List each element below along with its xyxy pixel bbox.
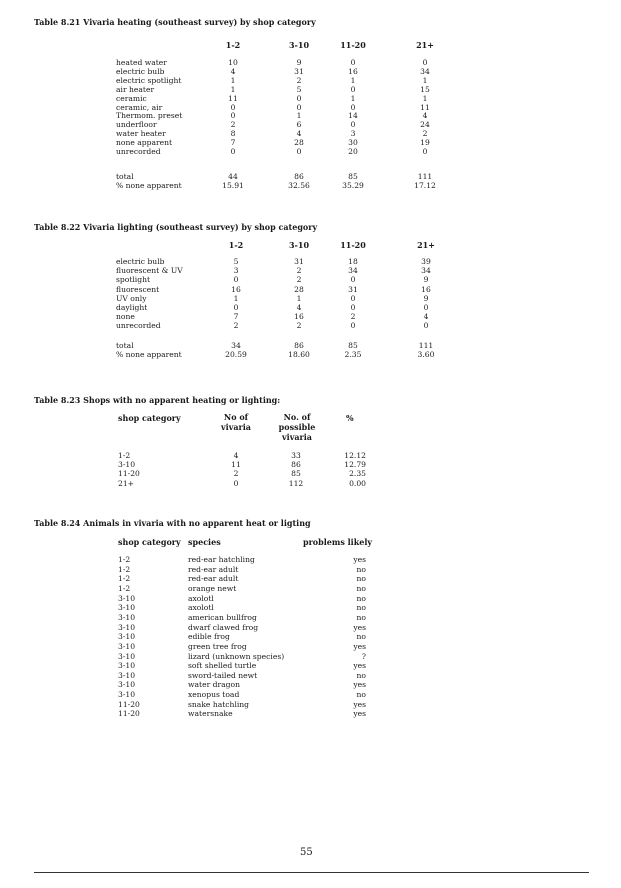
- table22-row-value: 0: [423, 321, 429, 331]
- footer-rule: [34, 872, 589, 873]
- table21-row-value: 0: [350, 58, 356, 67]
- t23-row-vivaria: 11: [231, 460, 241, 470]
- table21-col-header: 11-20: [340, 40, 366, 50]
- table22-col-header: 3-10: [288, 240, 310, 250]
- table21-row-value: 10: [228, 58, 238, 67]
- t24-row-category: 1-2: [118, 555, 131, 564]
- t24-row-species: american bullfrog: [188, 612, 257, 622]
- table21-percent-value: 32.56: [288, 180, 310, 190]
- t24-row-category: 3-10: [118, 690, 136, 700]
- table22-row-value: 3: [233, 266, 239, 276]
- table21-percent-value: 35.29: [342, 180, 364, 190]
- table21-row-value: 0: [296, 102, 302, 112]
- table22-row-value: 1: [296, 293, 302, 303]
- t24-row-problems: yes: [353, 699, 366, 709]
- table22-row-value: 5: [233, 257, 239, 266]
- table21-row-value: 15: [420, 84, 430, 94]
- table21-row-value: 11: [420, 102, 430, 112]
- table22-row-label: unrecorded: [116, 321, 161, 331]
- t24-row-species: axolotl: [188, 593, 214, 603]
- t24-row-category: 1-2: [118, 574, 131, 584]
- table22-row-value: 16: [294, 312, 304, 322]
- table21-row-value: 0: [230, 111, 236, 121]
- table22-row-value: 16: [421, 284, 431, 294]
- table21-row-value: 0: [422, 147, 428, 156]
- table21-row-value: 24: [420, 120, 430, 130]
- t24-header-category: shop category: [118, 537, 181, 547]
- table22-row-value: 0: [233, 275, 239, 285]
- table22-row-label: spotlight: [116, 275, 151, 285]
- t24-row-species: water dragon: [188, 680, 240, 690]
- t24-row-category: 3-10: [118, 641, 136, 651]
- t23-row-percent: 12.12: [344, 451, 366, 460]
- table21-col-header: 3-10: [288, 40, 310, 50]
- table22-row-label: fluorescent & UV: [116, 266, 183, 276]
- t24-row-category: 3-10: [118, 661, 136, 671]
- table21-row-label: none apparent: [116, 138, 173, 148]
- t24-row-problems: no: [356, 632, 366, 642]
- table21-row-value: 0: [230, 102, 236, 112]
- t23-header-percent: %: [346, 413, 354, 423]
- page-number: 55: [300, 847, 313, 858]
- t24-row-species: sword-tailed newt: [188, 670, 258, 680]
- table21-row-value: 2: [230, 120, 236, 130]
- table21-row-value: 31: [294, 66, 304, 76]
- t24-row-species: green tree frog: [188, 641, 247, 651]
- table21-row-label: air heater: [116, 84, 155, 94]
- t24-row-category: 3-10: [118, 612, 136, 622]
- t23-row-possible: 85: [291, 469, 301, 479]
- table22-col-header: 1-2: [228, 240, 244, 250]
- t24-header-species: species: [188, 537, 221, 547]
- table21-percent-label: % none apparent: [116, 180, 182, 190]
- t23-row-possible: 33: [291, 451, 301, 460]
- table-8-21-title: Table 8.21 Vivaria heating (southeast survey) by shop category: [34, 17, 316, 27]
- table21-row-value: 4: [296, 129, 302, 139]
- table22-total-label: total: [116, 341, 134, 350]
- t24-row-problems: yes: [353, 680, 366, 690]
- t23-row-category: 1-2: [118, 451, 131, 460]
- t24-row-problems: ?: [361, 651, 366, 661]
- t24-row-category: 3-10: [118, 680, 136, 690]
- t24-row-species: soft shelled turtle: [188, 661, 257, 671]
- table21-row-label: unrecorded: [116, 147, 161, 156]
- t24-row-category: 11-20: [118, 699, 140, 709]
- table22-row-value: 18: [348, 257, 358, 266]
- table21-row-value: 1: [350, 93, 356, 103]
- table21-row-value: 0: [350, 102, 356, 112]
- table21-total-label: total: [116, 172, 134, 181]
- t24-row-species: red-ear adult: [188, 564, 239, 574]
- table-8-22-title: Table 8.22 Vivaria lighting (southeast survey) by shop category: [34, 222, 318, 232]
- t24-row-category: 11-20: [118, 709, 140, 719]
- table21-row-value: 11: [228, 93, 238, 103]
- t24-row-problems: no: [356, 612, 366, 622]
- table21-row-label: water heater: [116, 129, 166, 139]
- table22-row-value: 28: [294, 284, 304, 294]
- table21-row-label: underfloor: [116, 120, 157, 130]
- t23-row-possible: 86: [291, 460, 301, 470]
- table21-row-value: 1: [422, 93, 428, 103]
- table21-total-value: 44: [228, 172, 238, 181]
- t24-row-species: lizard (unknown species): [188, 651, 285, 661]
- t23-row-possible: 112: [288, 478, 304, 488]
- table-8-23-title: Table 8.23 Shops with no apparent heating or lighting:: [34, 395, 281, 405]
- table22-total-value: 86: [294, 341, 304, 350]
- table21-row-value: 6: [296, 120, 302, 130]
- t24-row-problems: yes: [353, 622, 366, 632]
- table22-row-value: 0: [350, 275, 356, 285]
- t24-row-species: dwarf clawed frog: [188, 622, 259, 632]
- table21-row-value: 9: [296, 58, 302, 67]
- table21-percent-value: 17.12: [414, 180, 436, 190]
- table21-row-value: 5: [296, 84, 302, 94]
- table21-row-value: 0: [296, 93, 302, 103]
- t24-row-problems: no: [356, 670, 366, 680]
- table21-row-value: 0: [296, 147, 302, 156]
- table22-row-value: 0: [423, 303, 429, 312]
- table21-total-value: 85: [348, 172, 358, 181]
- table21-col-header: 21+: [416, 40, 434, 50]
- t24-row-category: 3-10: [118, 651, 136, 661]
- table22-row-value: 2: [350, 312, 356, 322]
- table21-row-label: heated water: [116, 58, 167, 67]
- table-8-24-title: Table 8.24 Animals in vivaria with no apparent heat or ligting: [34, 518, 311, 528]
- t24-row-species: snake hatchling: [188, 699, 250, 709]
- t24-row-species: red-ear hatchling: [188, 555, 255, 564]
- t24-row-problems: yes: [353, 641, 366, 651]
- table21-row-value: 30: [348, 138, 358, 148]
- table22-row-label: fluorescent: [116, 284, 160, 294]
- table21-row-value: 1: [296, 111, 302, 121]
- table21-row-label: Thermom. preset: [116, 111, 183, 121]
- table22-row-value: 0: [233, 303, 239, 312]
- table21-row-value: 1: [230, 84, 236, 94]
- t24-row-problems: no: [356, 564, 366, 574]
- table21-row-value: 4: [422, 111, 428, 121]
- t24-row-category: 3-10: [118, 622, 136, 632]
- t23-header-vivaria: No of vivaria: [221, 412, 251, 432]
- t23-row-percent: 12.79: [344, 460, 366, 470]
- table22-row-value: 9: [423, 275, 429, 285]
- table22-percent-value: 3.60: [417, 350, 435, 360]
- table22-row-value: 34: [421, 266, 431, 276]
- table22-row-value: 2: [233, 321, 239, 331]
- t24-row-problems: no: [356, 593, 366, 603]
- t24-row-problems: yes: [353, 661, 366, 671]
- table22-total-value: 85: [348, 341, 358, 350]
- table22-col-header: 21+: [417, 240, 435, 250]
- table21-row-label: electric bulb: [116, 66, 165, 76]
- table21-row-value: 1: [230, 75, 236, 85]
- table22-col-header: 11-20: [340, 240, 366, 250]
- table21-row-value: 7: [230, 138, 236, 148]
- t24-row-category: 3-10: [118, 632, 136, 642]
- table21-row-value: 19: [420, 138, 430, 148]
- t24-row-species: axolotl: [188, 603, 214, 613]
- t24-row-species: xenopus toad: [188, 690, 240, 700]
- table22-row-value: 2: [296, 321, 302, 331]
- t23-row-category: 3-10: [118, 460, 136, 470]
- t24-row-problems: no: [356, 603, 366, 613]
- table22-row-value: 9: [423, 293, 429, 303]
- table22-row-label: daylight: [116, 303, 148, 312]
- table22-percent-value: 18.60: [288, 350, 310, 360]
- table21-row-value: 0: [422, 58, 428, 67]
- table21-row-value: 0: [350, 84, 356, 94]
- table21-row-value: 0: [230, 147, 236, 156]
- table22-row-value: 2: [296, 275, 302, 285]
- t24-row-category: 1-2: [118, 564, 131, 574]
- t24-row-problems: yes: [353, 709, 366, 719]
- table22-row-label: none: [116, 312, 135, 322]
- t23-row-category: 11-20: [118, 469, 140, 479]
- table21-row-value: 2: [422, 129, 428, 139]
- table21-total-value: 111: [417, 172, 433, 181]
- table22-row-value: 4: [423, 312, 429, 322]
- table22-percent-label: % none apparent: [116, 350, 182, 360]
- table22-row-value: 34: [348, 266, 358, 276]
- table21-row-value: 14: [348, 111, 358, 121]
- t24-row-problems: no: [356, 583, 366, 593]
- table22-row-value: 4: [296, 303, 302, 312]
- t23-row-percent: 0.00: [349, 478, 366, 488]
- table21-row-label: electric spotlight: [116, 75, 182, 85]
- table22-row-value: 0: [350, 303, 356, 312]
- table21-row-value: 3: [350, 129, 356, 139]
- t24-row-category: 3-10: [118, 593, 136, 603]
- table22-row-value: 16: [231, 284, 241, 294]
- table21-row-label: ceramic, air: [116, 102, 163, 112]
- table21-row-value: 2: [296, 75, 302, 85]
- table21-row-value: 1: [350, 75, 356, 85]
- table22-row-value: 0: [350, 321, 356, 331]
- table22-percent-value: 20.59: [225, 350, 247, 360]
- t23-header-possible: No. of possible vivaria: [278, 412, 316, 442]
- table21-row-label: ceramic: [116, 93, 147, 103]
- t24-row-problems: yes: [353, 555, 366, 564]
- table21-row-value: 28: [294, 138, 304, 148]
- t24-row-category: 1-2: [118, 583, 131, 593]
- table22-row-value: 2: [296, 266, 302, 276]
- t24-row-species: edible frog: [188, 632, 230, 642]
- t23-row-vivaria: 4: [233, 451, 239, 460]
- t23-header-category: shop category: [118, 413, 181, 423]
- t24-header-problems: problems likely: [303, 537, 373, 547]
- table22-row-value: 7: [233, 312, 239, 322]
- table21-row-value: 34: [420, 66, 430, 76]
- t23-row-percent: 2.35: [349, 469, 366, 479]
- table22-percent-value: 2.35: [344, 350, 362, 360]
- table21-row-value: 1: [422, 75, 428, 85]
- table21-row-value: 8: [230, 129, 236, 139]
- table22-row-label: electric bulb: [116, 257, 165, 266]
- table21-row-value: 4: [230, 66, 236, 76]
- table22-total-value: 34: [231, 341, 241, 350]
- table22-row-value: 0: [350, 293, 356, 303]
- table22-row-value: 31: [348, 284, 358, 294]
- t24-row-problems: no: [356, 690, 366, 700]
- t23-row-vivaria: 0: [233, 478, 239, 488]
- t24-row-category: 3-10: [118, 670, 136, 680]
- table21-col-header: 1-2: [225, 40, 241, 50]
- table21-row-value: 0: [350, 120, 356, 130]
- t24-row-species: orange newt: [188, 583, 237, 593]
- table21-row-value: 20: [348, 147, 358, 156]
- table22-row-value: 31: [294, 257, 304, 266]
- t23-row-category: 21+: [118, 478, 135, 488]
- t24-row-problems: no: [356, 574, 366, 584]
- table21-percent-value: 15.91: [222, 180, 244, 190]
- table22-row-label: UV only: [116, 293, 147, 303]
- table22-total-value: 111: [418, 341, 434, 350]
- table22-row-value: 1: [233, 293, 239, 303]
- t24-row-species: watersnake: [188, 709, 233, 719]
- table21-total-value: 86: [294, 172, 304, 181]
- table22-row-value: 39: [421, 257, 431, 266]
- t24-row-species: red-ear adult: [188, 574, 239, 584]
- table21-row-value: 16: [348, 66, 358, 76]
- t23-row-vivaria: 2: [233, 469, 239, 479]
- t24-row-category: 3-10: [118, 603, 136, 613]
